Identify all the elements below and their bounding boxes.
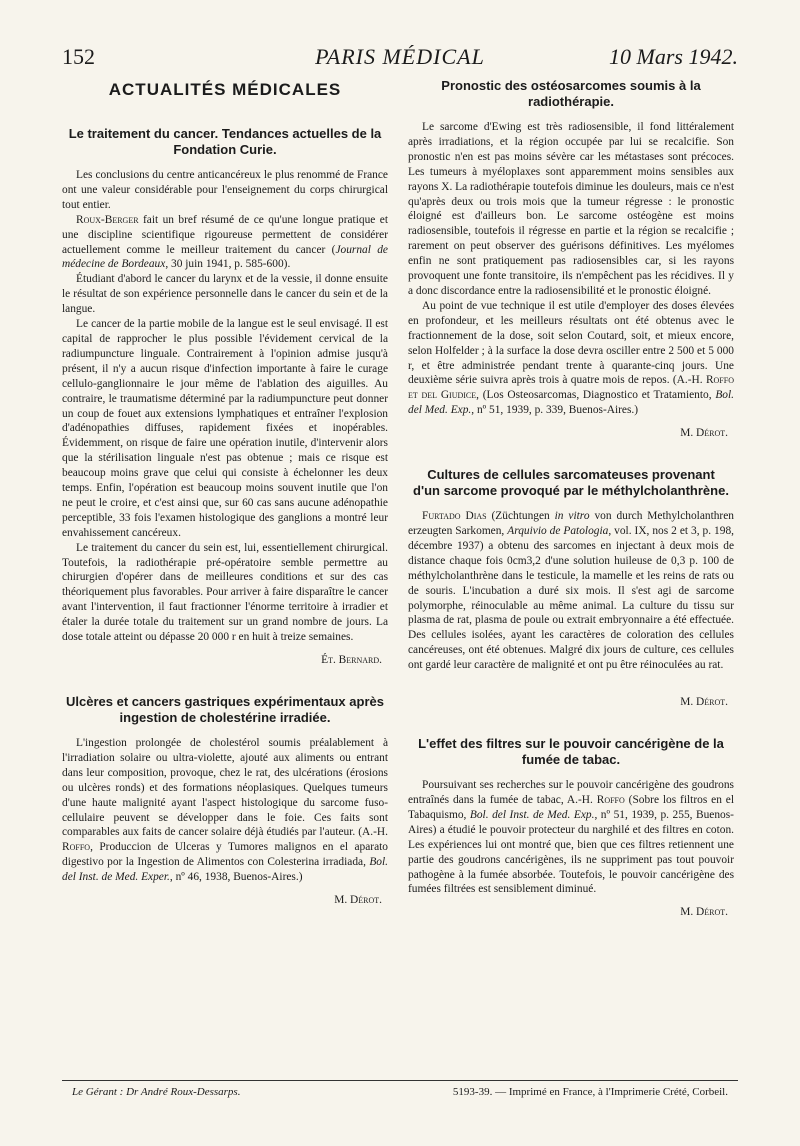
footer-publisher: Le Gérant : Dr André Roux-Dessarps.	[72, 1086, 241, 1098]
signature: M. Dérot.	[680, 427, 728, 440]
journal-citation: Journal de médecine de Bordeaux	[62, 243, 388, 271]
author-name: Roux-Berger	[76, 213, 139, 226]
journal-citation: Arquivio de Patologia	[507, 525, 609, 538]
article-title: L'effet des filtres sur le pouvoir cancérigène de la fumée de tabac.	[418, 736, 724, 768]
author-name: Roffo	[596, 794, 625, 806]
paragraph: Au point de vue technique il est utile d'employer des doses élevées en profondeur, et les meilleurs résultats ont été obtenus avec le fractionnement de la dose, soit selon Coutard, soit, et mieux encore, selon Holfelder ; à la surface la dose devra osciller entre 2 500 et 5 000 r, et être administrée pendant trente à quarante-cinq jours. Une deuxième série suivra après trois à quatre mois de repos. (A.-H. Roffo et del Giudice, (Los Osteosarcomas, Diagnostico et Tratamiento, Bol. del Med. Exp., nº 51, 1939, p. 339, Buenos-Aires.)	[408, 299, 734, 417]
author-name: Roffo et del Giudice	[408, 374, 734, 402]
paragraph: Poursuivant ses recherches sur le pouvoir cancérigène des goudrons entraînés dans la fumée de tabac, A.-H. Roffo (Sobre los filtros en el Tabaquismo, Bol. del Inst. de Med. Exp., nº 51, 1939, p. 255, Buenos-Aires) a étudié le pouvoir protecteur du narghilé et des filtres en coton. Les expériences lui ont montré que, bien que ces filtres retiennent une partie des goudrons cancérigènes, ils ne suppriment pas tout pouvoir pathogène à la fumée absorbée. Toutefois, le pouvoir cancérigène des fumées filtrées est sensiblement diminué.	[408, 779, 734, 896]
paragraph: Furtado Dias (Züchtungen in vitro von durch Methylcholanthren erzeugten Sarkomen, Arquivio de Patologia, vol. IX, nos 2 et 3, p. 198, décembre 1937) a obtenu des sarcomes en injectant à deux mois de distance chaque fois 0cm3,2 d'une solution huileuse de 0,3 p. 100 de méthylcholanthrène dans le testicule, la mamelle et les reins de rats ou de souris. L'incubation a duré six mois. Il s'est agi de sarcome polymorphe, réinoculable au même animal. La culture du tissu sur plasma de rat, plasma de poule ou extrait embryonnaire a été effectuée. Des cellules isolées, ayant les caractères de coloration des cellules cancéreuses, ont été obtenues. Malgré dix jours de culture, ces cellules ont gardé leur caractère de malignité et ont pu être réinoculées au rat.	[408, 510, 734, 672]
paragraph: Le traitement du cancer du sein est, lui, essentiellement chirurgical. Toutefois, la radiothérapie pré-opératoire semble permettre au chirurgien d'opérer dans de meilleures conditions et sur des cas théoriquement plus favorables. Pour arriver à faire disparaître le cancer avant l'intervention, il faut fractionner l'énorme territoire à irradier et étaler la durée totale du traitement sur un grand nombre de jours. La dose totale atteint ou dépasse 20 000 r en huit à treize semaines.	[62, 541, 388, 644]
paragraph: Roux-Berger fait un bref résumé de ce qu'une longue pratique et une discipline scientifique rigoureuse permettent de considérer actuellement comme le meilleur traitement du cancer (Journal de médecine de Bordeaux, 30 juin 1941, p. 585-600).	[62, 213, 388, 271]
page-footer	[62, 1080, 738, 1098]
signature: M. Dérot.	[680, 906, 728, 919]
page-number: 152	[62, 44, 95, 69]
article-cancer-treatment	[62, 126, 388, 668]
journal-citation: Bol. del Med. Exp.	[408, 389, 734, 417]
issue-date: 10 Mars 1942.	[609, 44, 738, 69]
paragraph: Étudiant d'abord le cancer du larynx et de la vessie, il donne ensuite le résultat de son expérience personnelle dans le cancer du sein et de la langue.	[62, 273, 388, 316]
signature: Ét. Bernard.	[321, 654, 382, 666]
author-name: Roffo	[62, 841, 91, 854]
footer-printer: 5193-39. — Imprimé en France, à l'Imprimerie Crété, Corbeil.	[452, 1086, 728, 1098]
paragraph: L'ingestion prolongée de cholestérol soumis préalablement à l'irradiation solaire ou ultra-violette, ajouté aux aliments ou entrant dans leur composition, provoque, chez le rat, des ulcérations (érosions ou ulcères ronds) et des formations néoplasiques. Quelques tumeurs d'une haute malignité ayant l'aspect histologique du sarcome fuso-cellulaire peuvent se développer dans le foie. Ces faits sont comparables aux faits de cancer solaire déjà étudiés par l'auteur. (A.-H. Roffo, Produccion de Ulceras y Tumores malignos en el aparato digestivo por la Ingestion de Alimentos con Colesterina irradiada, Bol. del Inst. de Med. Exper., nº 46, 1938, Buenos-Aires.)	[62, 737, 388, 884]
article-title: Cultures de cellules sarcomateuses provenant d'un sarcome provoqué par le méthylcholanthrène.	[413, 467, 729, 499]
article-gastric-ulcers	[62, 694, 388, 908]
article-title: Le traitement du cancer. Tendances actuelles de la Fondation Curie.	[68, 126, 382, 157]
journal-citation: Bol. del Inst. de Med. Exp.	[469, 808, 595, 821]
signature: M. Dérot.	[680, 696, 728, 709]
section-title: ACTUALITÉS MÉDICALES	[108, 80, 342, 99]
article-osteosarcoma	[408, 78, 734, 441]
article-sarcoma-cultures	[408, 467, 734, 710]
footer-rule	[62, 1080, 738, 1081]
page-header	[62, 44, 738, 74]
paragraph: Le cancer de la partie mobile de la langue est le seul envisagé. Il est capital de rapprocher le plus possible l'évidement cervical de la radiumpuncture linguale. Contrairement à l'opinion admise jusqu'à présent, il n'y a aucun risque d'infection importante à faire le curage cellulo-ganglionnaire le jour même de l'ablation des aiguilles. Au contraire, le traumatisme déterminé par la radiumpuncture peut donner un coup de fouet aux extensions lymphatiques et entraîner l'explosion d'adénopathies diffuses, rapidement fixées et inopérables. Évidemment, on risque de faire une opération inutile, d'intervenir alors que la stérilisation linguale n'est pas obtenue ; mais ce risque est beaucoup moins grave que celui qui consiste à échelonner les deux temps. Enfin, l'opération est beaucoup moins souvent inutile que l'on ne peut le croire, et c'est ainsi que, sur 60 cas sans aucune adénopathie perceptible, 33 fois l'examen histologique des ganglions a montré leur envahissement cancéreux.	[62, 318, 388, 539]
article-title: Pronostic des ostéosarcomes soumis à la radiothérapie.	[441, 78, 701, 109]
paragraph: Les conclusions du centre anticancéreux le plus renommé de France ont une valeur considérable pour l'enseignement du corps chirurgical tout entier.	[62, 169, 388, 211]
author-name: Furtado Dias	[422, 510, 487, 523]
article-title: Ulcères et cancers gastriques expérimentaux après ingestion de cholestérine irradiée.	[66, 694, 384, 725]
journal-citation: Bol. del Inst. de Med. Exper.	[62, 856, 388, 884]
journal-title: PARIS MÉDICAL	[315, 44, 485, 69]
left-column	[62, 78, 388, 908]
signature: M. Dérot.	[334, 894, 382, 907]
right-column	[408, 78, 734, 920]
article-tobacco-filters	[408, 736, 734, 920]
paragraph: Le sarcome d'Ewing est très radiosensible, il fond littéralement après irradiations, et la région occupée par lui se recalcifie. Son pronostic n'en est pas moins sévère car les métastases sont précoces. Les tumeurs à myéloplaxes sont apparemment moins sensibles aux rayons X. La radiothérapie toutefois diminue les douleurs, mais ce n'est qu'après deux ou trois mois que la tumeur régresse : le pronostic éloigné est d'ailleurs bon. Le sarcome ostéogène est moins radiosensible, toutefois il régresse en partie et la région se recalcifie ; rarement on peut observer des guérisons définitives. Les myélomes enfin ne sont pratiquement pas radiosensibles car, si les rayons provoquent une fonte transitoire, ils n'empêchent pas les récidives. Il y a donc discordance entre la radiosensibilité et le pronostic éloigné.	[408, 121, 734, 297]
